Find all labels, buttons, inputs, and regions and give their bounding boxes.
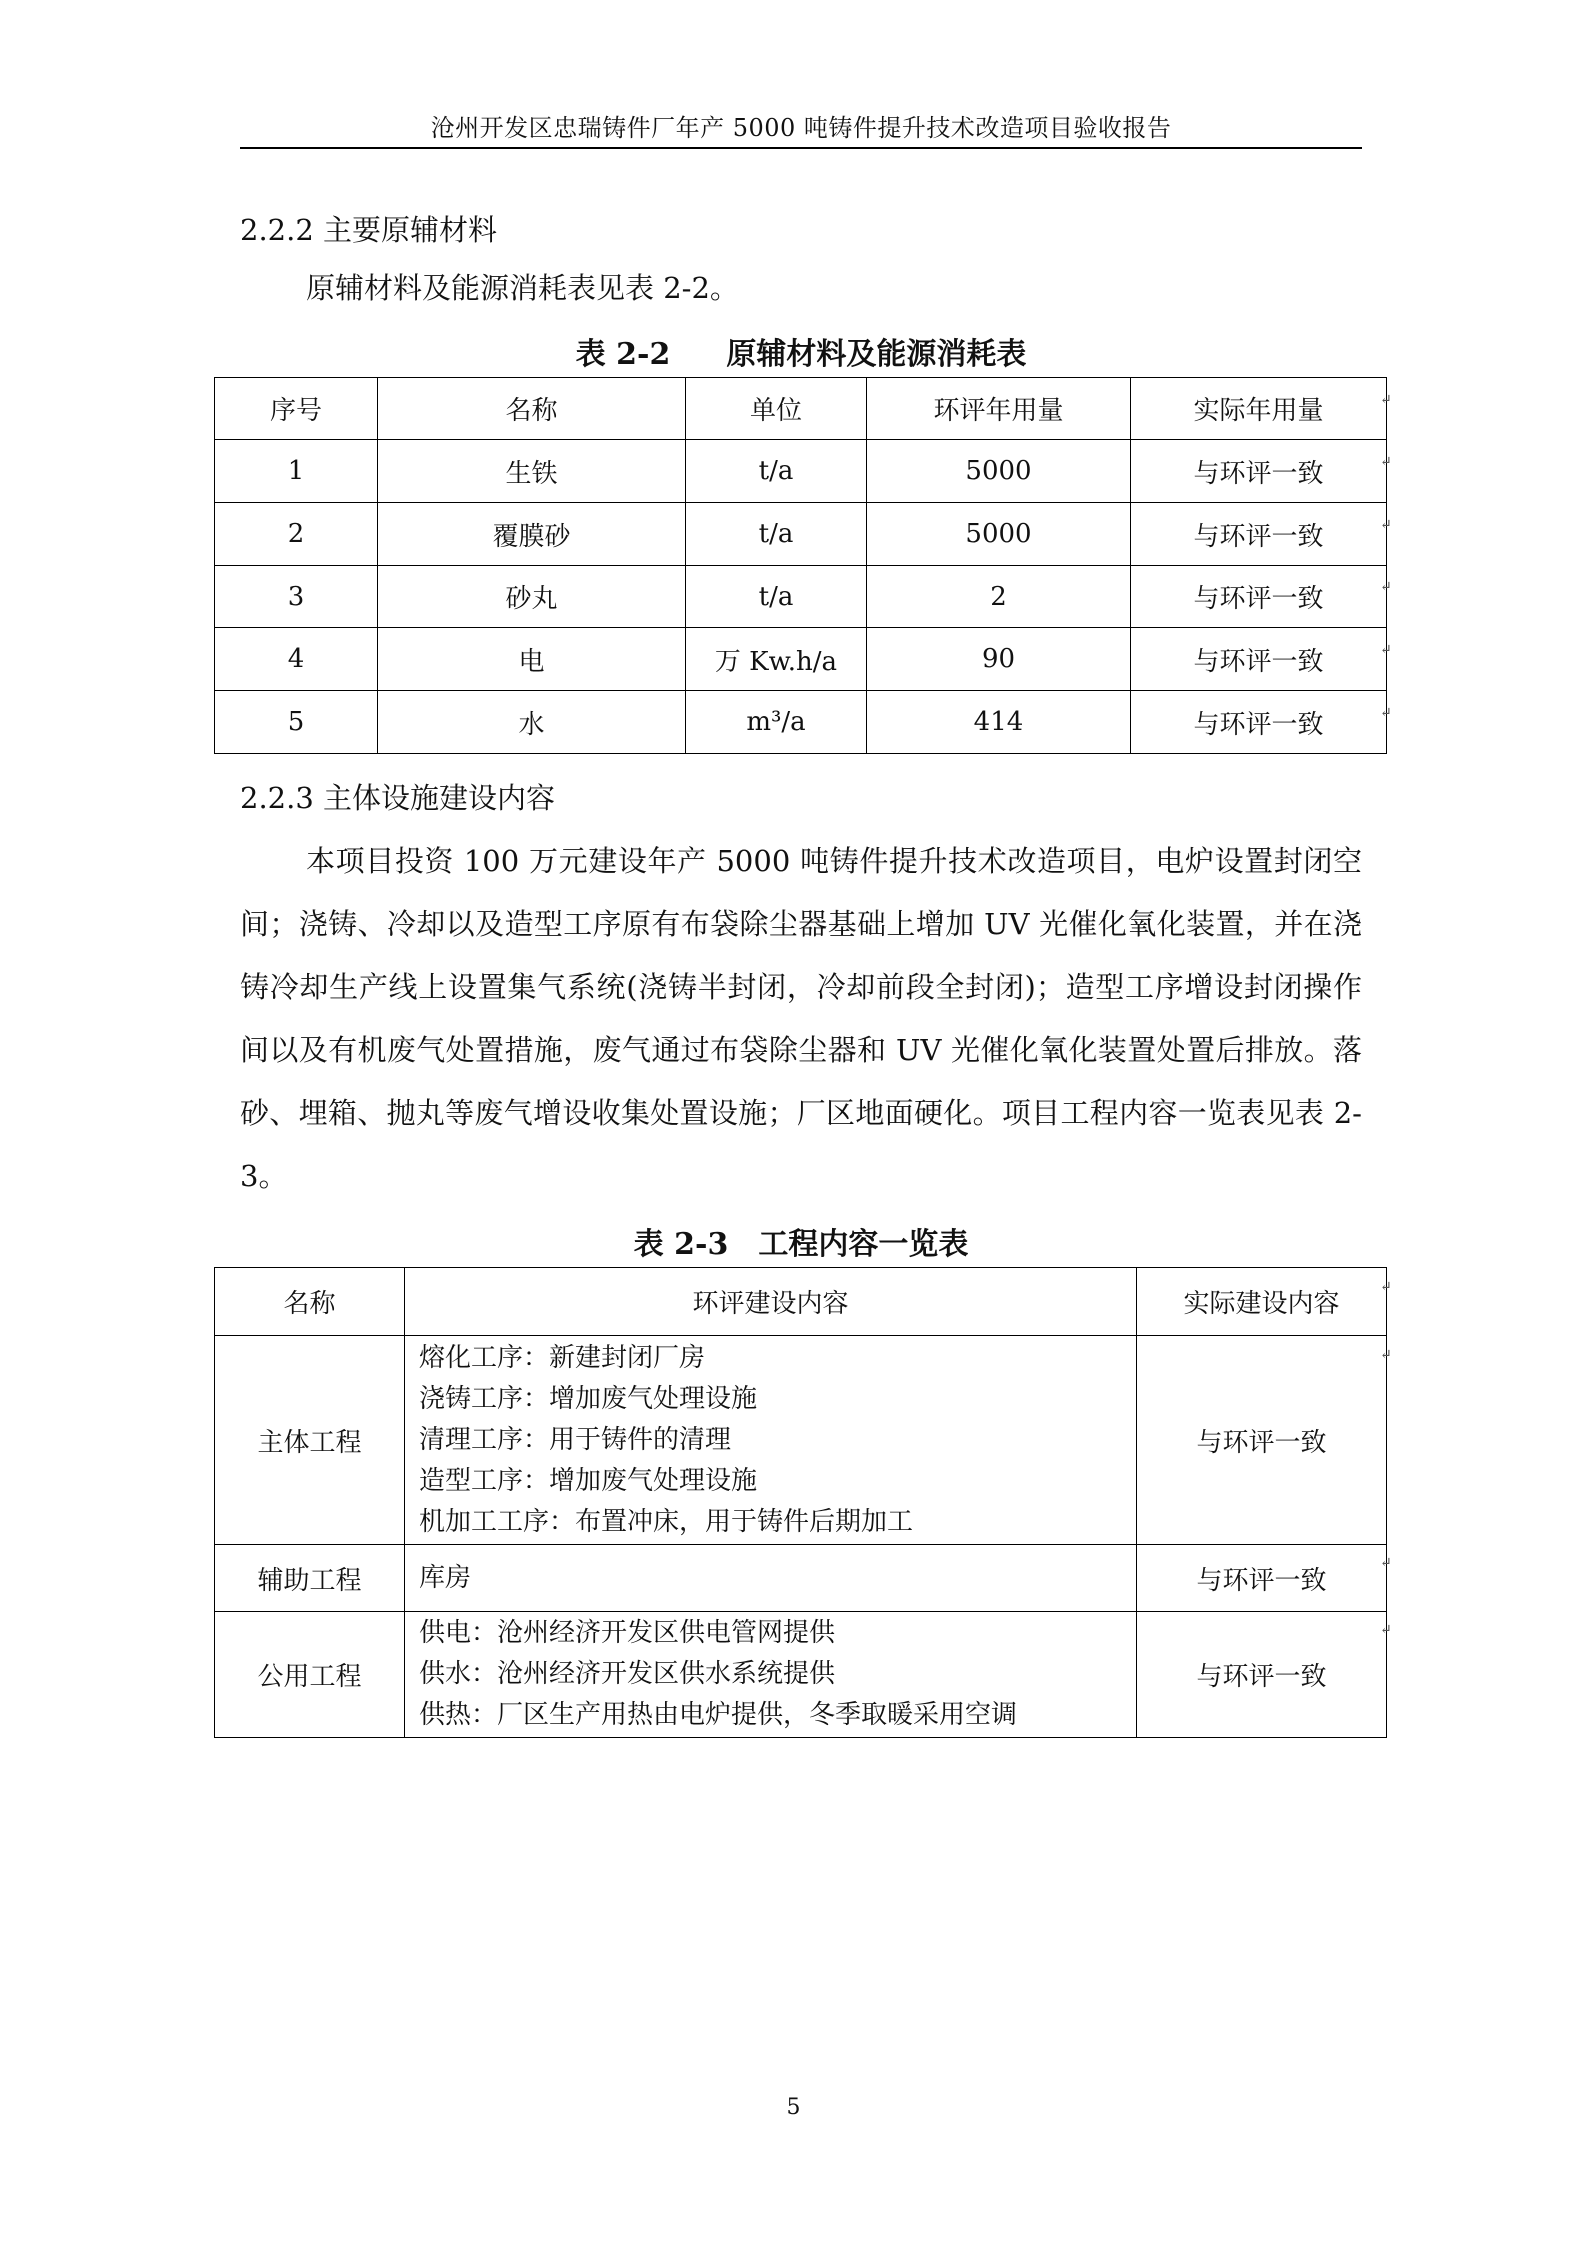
section-body-paragraph: 本项目投资 100 万元建设年产 5000 吨铸件提升技术改造项目，电炉设置封闭空间；浇铸、冷却以及造型工序原有布袋除尘器基础上增加 UV 光催化氧化装置，并在浇铸冷却生产线上设置集气系统(浇铸半封闭，冷却前段全封闭)；造型工序增设封闭操作间以及有机废气处置措施，废气通过布袋除尘器和 UV 光催化氧化装置处置后排放。落砂、埋箱、抛丸等废气增设收集处置设施；厂区地面硬化。项目工程内容一览表见表 2-3。: [240, 844, 1362, 1193]
content-line: 造型工序：增加废气处理设施: [419, 1465, 758, 1496]
paragraph-mark-icon: ↵: [1380, 642, 1392, 658]
table-2-2-caption-title: 原辅材料及能源消耗表: [726, 337, 1027, 372]
table-cell: 与环评一致: [1131, 628, 1387, 691]
content-line: 机加工工序：布置冲床，用于铸件后期加工: [419, 1506, 914, 1537]
content-line: 浇铸工序：增加废气处理设施: [419, 1383, 758, 1414]
table-cell: 414: [867, 691, 1131, 754]
table-cell: 砂丸: [378, 566, 686, 628]
paragraph-mark-icon: ↵: [1380, 517, 1392, 533]
table-cell: 水: [378, 691, 686, 754]
content-line: 库房: [419, 1562, 472, 1593]
table-row: [215, 1336, 1387, 1545]
section-intro-text: 原辅材料及能源消耗表见表 2-2。: [306, 271, 739, 305]
table-cell: 5: [215, 691, 378, 754]
table-2-2-caption: [240, 335, 1362, 375]
table-cell: 2: [867, 566, 1131, 628]
table-cell: 90: [867, 628, 1131, 691]
table-2-3-header-row: [215, 1268, 1387, 1336]
paragraph-mark-icon: ↵: [1380, 454, 1392, 470]
table-row: [215, 691, 1387, 754]
table-cell-eia-content: [405, 1336, 1137, 1545]
table-cell: t/a: [686, 566, 867, 628]
paragraph-mark-icon: ↵: [1380, 1622, 1392, 1638]
table-cell: 与环评一致: [1131, 566, 1387, 628]
table-2-2-caption-number: 表 2-2: [575, 337, 671, 372]
table-cell: 电: [378, 628, 686, 691]
table-2-3: [214, 1267, 1387, 1738]
table-2-2-header-cell: 单位: [686, 378, 867, 440]
table-2-3-header-cell: 环评建设内容: [405, 1268, 1137, 1336]
table-cell-actual: 与环评一致: [1137, 1545, 1387, 1612]
table-cell: 5000: [867, 503, 1131, 566]
paragraph-mark-icon: ↵: [1380, 705, 1392, 721]
table-cell: 3: [215, 566, 378, 628]
table-cell: 与环评一致: [1131, 691, 1387, 754]
table-2-2-header-cell: 实际年用量: [1131, 378, 1387, 440]
table-cell: 2: [215, 503, 378, 566]
table-row: [215, 1545, 1387, 1612]
paragraph-mark-icon: ↵: [1380, 1347, 1392, 1363]
table-cell-project-name: 辅助工程: [215, 1545, 405, 1612]
paragraph-mark-icon: ↵: [1380, 392, 1392, 408]
section-heading-2-2-2: 2.2.2 主要原辅材料: [240, 213, 498, 247]
content-line: 熔化工序：新建封闭厂房: [419, 1342, 706, 1373]
table-cell: t/a: [686, 503, 867, 566]
table-cell: 生铁: [378, 440, 686, 503]
table-cell: 4: [215, 628, 378, 691]
table-cell-actual: 与环评一致: [1137, 1336, 1387, 1545]
table-cell: m³/a: [686, 691, 867, 754]
paragraph-mark-icon: ↵: [1380, 1555, 1392, 1571]
running-header-title: 沧州开发区忠瑞铸件厂年产 5000 吨铸件提升技术改造项目验收报告: [430, 114, 1172, 142]
table-2-3-caption: [240, 1225, 1362, 1265]
table-cell-project-name: 主体工程: [215, 1336, 405, 1545]
page-number: 5: [786, 2095, 801, 2120]
paragraph-mark-icon: ↵: [1380, 579, 1392, 595]
content-line: 供电：沧州经济开发区供电管网提供: [419, 1618, 836, 1648]
content-line: 清理工序：用于铸件的清理: [419, 1424, 732, 1455]
table-row: [215, 566, 1387, 628]
table-cell: 覆膜砂: [378, 503, 686, 566]
table-2-3-header-cell: 名称: [215, 1268, 405, 1336]
table-2-2-header-row: [215, 378, 1387, 440]
table-cell: 1: [215, 440, 378, 503]
table-cell: t/a: [686, 440, 867, 503]
table-cell: 与环评一致: [1131, 503, 1387, 566]
table-2-2-header-cell: 序号: [215, 378, 378, 440]
table-cell-eia-content: [405, 1545, 1137, 1612]
table-2-3-caption-number: 表 2-3: [633, 1227, 729, 1262]
content-line: 供水：沧州经济开发区供水系统提供: [419, 1659, 836, 1689]
table-row: [215, 440, 1387, 503]
table-2-3-header-cell: 实际建设内容: [1137, 1268, 1387, 1336]
table-cell: 5000: [867, 440, 1131, 503]
table-cell-actual: 与环评一致: [1137, 1612, 1387, 1738]
table-2-3-caption-title: 工程内容一览表: [758, 1227, 969, 1262]
content-line: 供热：厂区生产用热由电炉提供，冬季取暖采用空调: [419, 1700, 1018, 1730]
table-cell: 万 Kw.h/a: [686, 628, 867, 691]
table-2-2: [214, 377, 1387, 754]
table-cell: 与环评一致: [1131, 440, 1387, 503]
header-rule: [240, 147, 1362, 149]
table-cell-project-name: 公用工程: [215, 1612, 405, 1738]
section-heading-2-2-3: 2.2.3 主体设施建设内容: [240, 781, 556, 815]
table-row: [215, 503, 1387, 566]
table-row: [215, 1612, 1387, 1738]
paragraph-mark-icon: ↵: [1380, 1279, 1392, 1295]
table-2-2-header-cell: 环评年用量: [867, 378, 1131, 440]
table-cell-eia-content: [405, 1612, 1137, 1738]
table-2-2-header-cell: 名称: [378, 378, 686, 440]
table-row: [215, 628, 1387, 691]
